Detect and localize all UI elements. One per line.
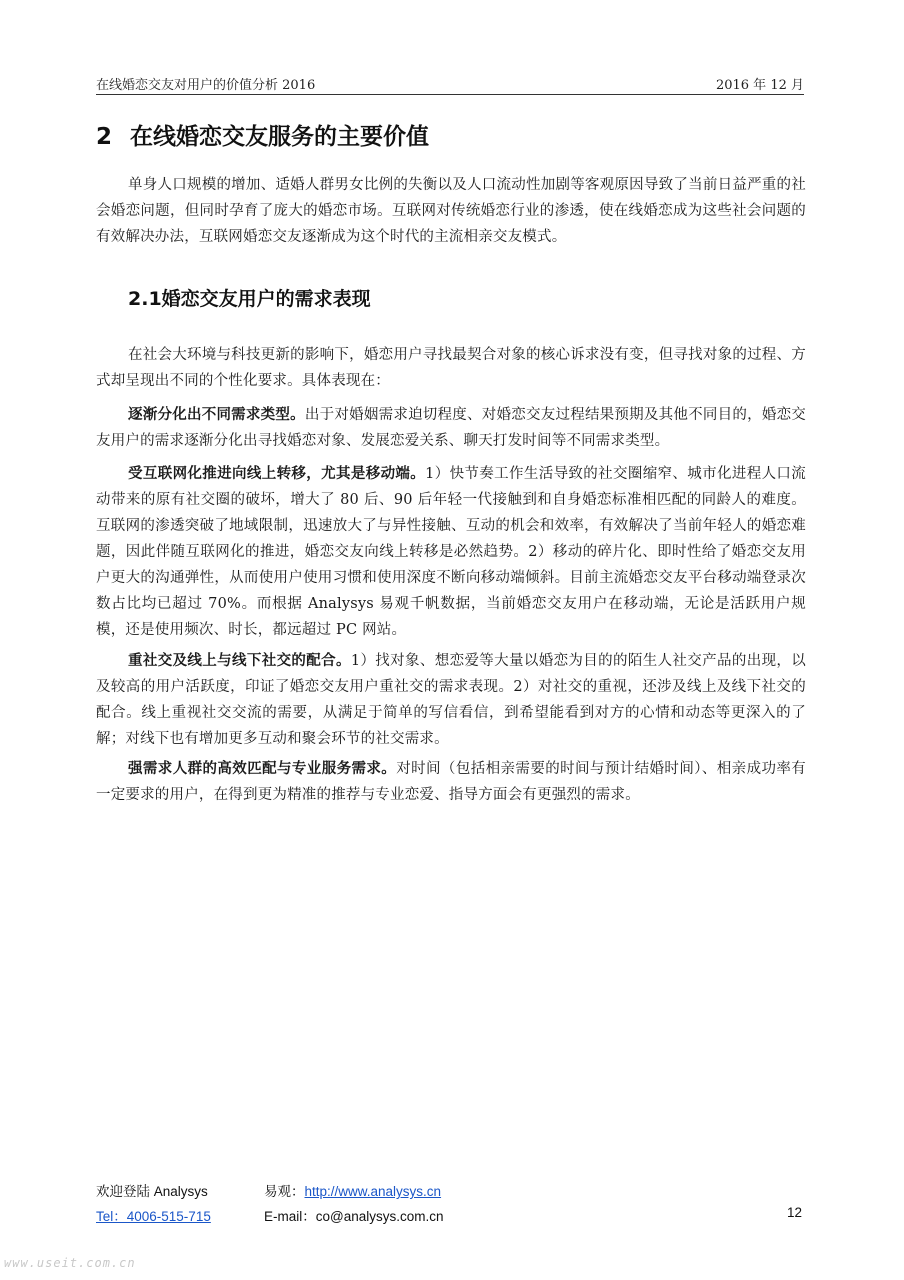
- point-paragraph: [96, 402, 806, 454]
- footer-site-label: 易观：: [264, 1184, 305, 1199]
- page-header: [96, 74, 804, 95]
- point-heading: 逐渐分化出不同需求类型。: [128, 407, 305, 423]
- point-heading: 重社交及线上与线下社交的配合。: [128, 653, 351, 669]
- footer-site-link[interactable]: http://www.analysys.cn: [304, 1184, 442, 1199]
- section-intro-paragraph: 单身人口规模的增加、适婚人群男女比例的失衡以及人口流动性加剧等客观原因导致了当前日益严重的社会婚恋问题，但同时孕育了庞大的婚恋市场。互联网对传统婚恋行业的渗透，使在线婚恋成为这些社会问题的有效解决办法，互联网婚恋交友逐渐成为这个时代的主流相亲交友模式。: [96, 177, 806, 245]
- section-title: 在线婚恋交友服务的主要价值: [130, 124, 429, 150]
- point-heading: 强需求人群的高效匹配与专业服务需求。: [128, 761, 397, 777]
- footer-email[interactable]: E-mail：co@analysys.com.cn: [264, 1209, 444, 1224]
- header-date: 2016 年 12 月: [715, 78, 804, 93]
- section-heading: [96, 118, 429, 151]
- point-text: 出于对婚姻需求迫切程度、对婚恋交友过程结果预期及其他不同目的，婚恋交友用户的需求逐渐分化出寻找婚恋对象、发展恋爱关系、聊天打发时间等不同需求类型。: [96, 407, 807, 449]
- page-footer: [96, 1178, 804, 1226]
- subsection-title: 2.1婚恋交友用户的需求表现: [128, 288, 371, 310]
- watermark: www.useit.com.cn: [4, 1256, 136, 1270]
- section-number: 2: [96, 124, 113, 150]
- header-title: 在线婚恋交友对用户的价值分析 2016: [96, 78, 316, 93]
- footer-welcome: 欢迎登陆 Analysys: [96, 1184, 208, 1199]
- point-heading: 受互联网化推进向线上转移，尤其是移动端。: [128, 466, 426, 482]
- point-text: 对时间（包括相亲需要的时间与预计结婚时间）、相亲成功率有一定要求的用户，在得到更为精准的推荐与专业恋爱、指导方面会有更强烈的需求。: [96, 761, 806, 803]
- subsection-intro-paragraph: 在社会大环境与科技更新的影响下，婚恋用户寻找最契合对象的核心诉求没有变，但寻找对象的过程、方式却呈现出不同的个性化要求。具体表现在：: [96, 347, 806, 389]
- point-paragraph: [96, 648, 806, 752]
- point-paragraph: [96, 461, 806, 643]
- point-paragraph: [96, 756, 806, 808]
- point-text: 1）快节奏工作生活导致的社交圈缩窄、城市化进程人口流动带来的原有社交圈的破坏，增大了 80 后、90 后年轻一代接触到和自身婚恋标准相匹配的同龄人的难度。互联网的渗透突破了地域限制，迅速放大了与异性接触、互动的机会和效率，有效解决了当前年轻人的婚恋难题，因此伴随互联网化的推进，婚恋交友向线上转移是必然趋势。2）移动的碎片化、即时性给了婚恋交友用户更大的沟通弹性，从而使用户使用习惯和使用深度不断向移动端倾斜。目前主流婚恋交友平台移动端登录次数占比均已超过 70%。而根据 Analysys 易观千帆数据，当前婚恋交友用户在移动端，无论是活跃用户规模，还是使用频次、时长，都远超过 PC 网站。: [96, 466, 806, 638]
- footer-site: [264, 1180, 441, 1200]
- footer-tel-link[interactable]: Tel：4006-515-715: [96, 1209, 211, 1224]
- point-text: 1）找对象、想恋爱等大量以婚恋为目的的陌生人社交产品的出现，以及较高的用户活跃度，印证了婚恋交友用户重社交的需求表现。2）对社交的重视，还涉及线上及线下社交的配合。线上重视社交交流的需要，从满足于简单的写信看信，到希望能看到对方的心情和动态等更深入的了解；对线下也有增加更多互动和聚会环节的社交需求。: [96, 653, 806, 747]
- page-number: 12: [786, 1205, 802, 1220]
